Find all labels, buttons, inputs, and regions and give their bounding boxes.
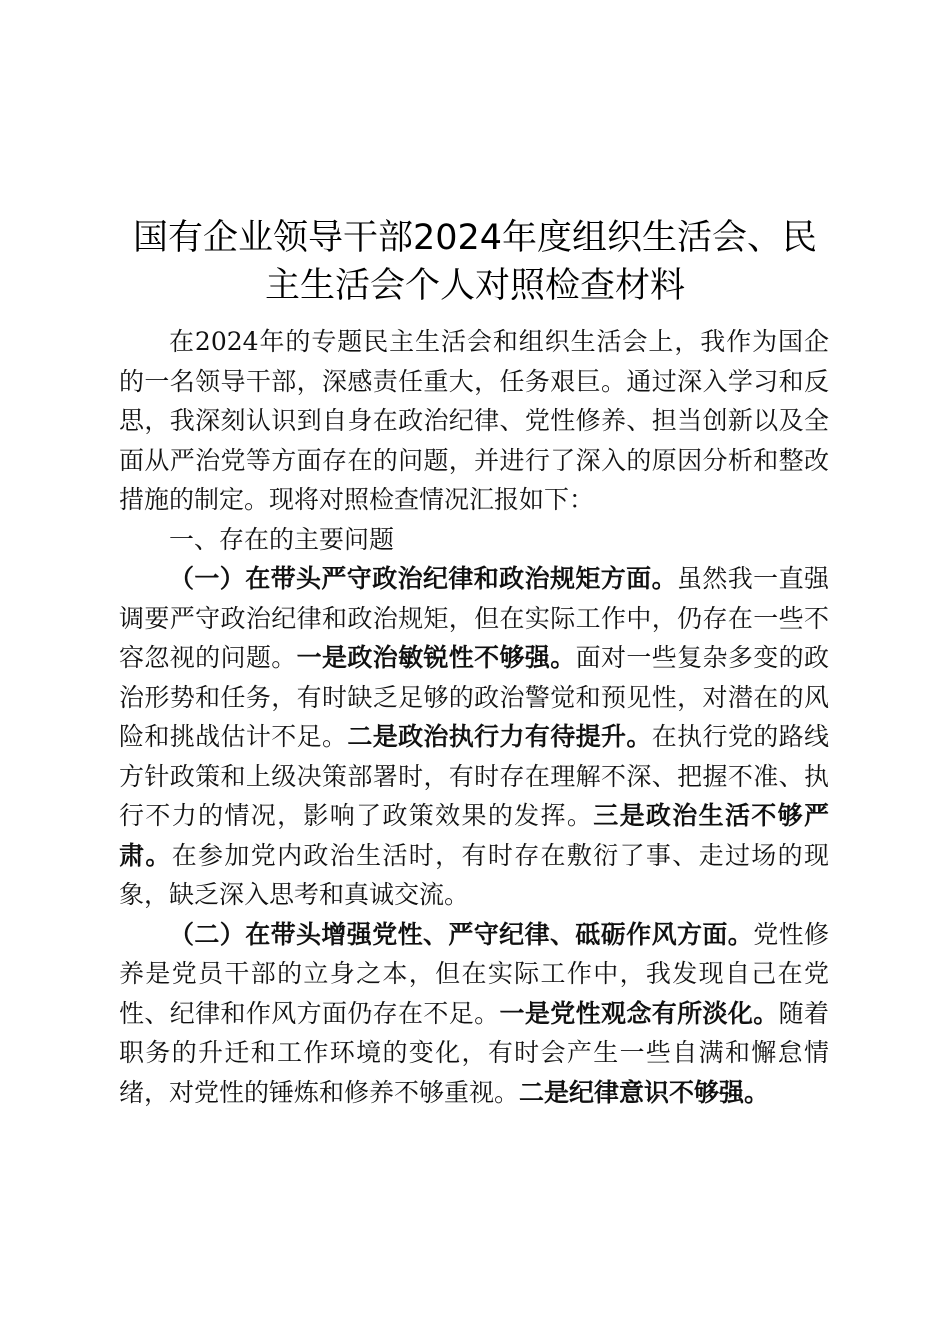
section-heading-problems: 一、存在的主要问题 [169,524,395,554]
section-1-point-1-text: 面对一些复杂多变的政治形势和任务，有时缺乏足够的政治警觉和预见性，对潜在的风险和挑战估计不足。 [119,643,829,751]
section-1-point-2-text: 在执行党的路线方针政策和上级决策部署时，有时存在理解不深、把握不准、执行不力的情况，影响了政策效果的发挥。 [119,722,829,830]
section-1-point-1-bold: 一是政治敏锐性不够强。 [296,643,576,672]
section-2-title: （二）在带头增强党性、严守纪律、砥砺作风方面。 [169,919,754,949]
section-2-point-1-text: 随着职务的升迁和工作环境的变化，有时会产生一些自满和懈怠情绪，对党性的锤炼和修养不够重视。 [119,998,829,1107]
title-line-1: 国有企业领导干部2024年度组织生活会、民 [132,218,818,258]
section-1-text: 虽然我一直强调要严守政治纪律和政治规矩，但在实际工作中，仍存在一些不容忽视的问题。 [119,564,829,672]
section-1-point-3-text: 在参加党内政治生活时，有时存在敷衍了事、走过场的现象，缺乏深入思考和真诚交流。 [119,840,829,909]
document-title [100,214,850,310]
section-2-point-2-bold: 二是纪律意识不够强。 [519,1077,770,1107]
title-line-2: 主生活会个人对照检查材料 [264,266,685,306]
section-2-text: 党性修养是党员干部的立身之本，但在实际工作中，我发现自己在党性、纪律和作风方面仍存在不足。 [119,919,829,1028]
section-1-point-2-bold: 二是政治执行力有待提升。 [347,722,652,751]
section-2-point-1-bold: 一是党性观念有所淡化。 [499,998,779,1028]
section-2-paragraph [119,915,829,1113]
section-1-paragraph [119,559,829,915]
intro-paragraph: 在2024年的专题民主生活会和组织生活会上，我作为国企的一名领导干部，深感责任重大，任务艰巨。通过深入学习和反思，我深刻认识到自身在政治纪律、党性修养、担当创新以及全面从严治党等方面存在的问题，并进行了深入的原因分析和整改措施的制定。现将对照检查情况汇报如下： [119,327,829,514]
section-1-point-3-bold: 三是政治生活不够严肃。 [119,801,829,870]
document-body [119,322,829,1112]
section-1-title: （一）在带头严守政治纪律和政治规矩方面。 [169,564,677,593]
